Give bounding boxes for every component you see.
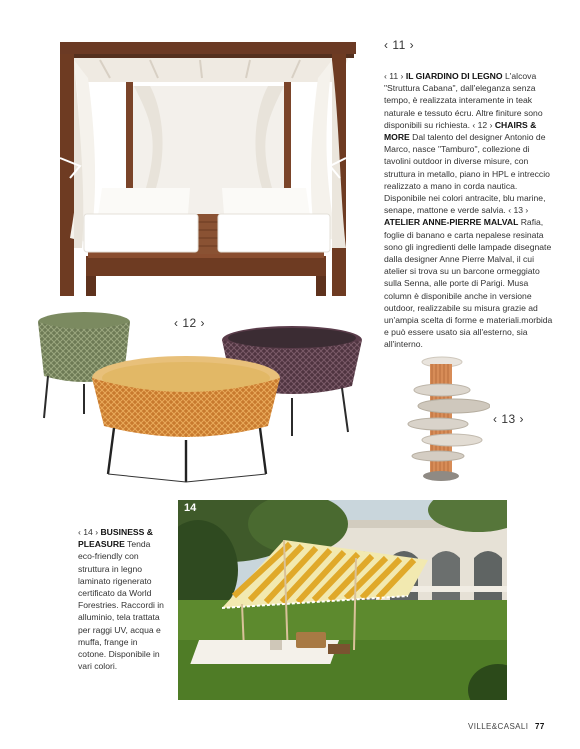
photo-number-14: 14 <box>184 502 197 514</box>
item-14-text: Tenda eco-friendly con struttura in legno laminato rigenerato certificato da World Forestries. Raccordi in alluminio, tela trattata per raggi UV, acqua e muffa, frange in cotone. Disponibile in vari colori. <box>78 539 164 672</box>
tamburo-tables-photo <box>30 306 370 492</box>
article-text <box>384 70 554 351</box>
item-12-text: Dal talento del designer Antonio de Marco, nasce "Tamburo", collezione di tavolini outdoor in diverse misure, con struttura in metallo, piano in HPL e intreccio realizzato a mano in corda nautica. Disponibile nei colori antracite, blu marine, senape, mattone e verde salvia. <box>384 132 550 216</box>
item-12-heading: CHAIRS & MORE <box>384 119 537 143</box>
caption-14 <box>78 526 166 672</box>
tent-photo <box>178 500 507 700</box>
label-13: ‹ 13 › <box>493 412 525 426</box>
label-12: ‹ 12 › <box>174 316 206 330</box>
magazine-name: VILLE&CASALI <box>468 722 529 731</box>
item-11-heading: IL GIARDINO DI LEGNO <box>405 71 503 81</box>
item-14-number: ‹ 14 › <box>78 527 99 537</box>
item-11-text: L'alcova "Struttura Cabana", dall'eleganza senza tempo, è realizzata interamente in teak naturale e tessuto écru. Altre finiture sono disponibili su richiesta. <box>384 71 543 130</box>
musa-column-lamp-photo <box>398 356 490 484</box>
item-13-number: ‹ 13 › <box>508 205 529 216</box>
item-13-text: Rafia, foglie di banano e carta nepalese resinata sono gli ingredienti delle lampade disegnate dalla designer Anne Pierre Malval, il cui atelier si trova su un barcone ormeggiato sulla Senna, alle porte di Parigi. Musa column è disponibile anche in versione outdoor, realizzabile su misura grazie ad un'ampia scelta di forme e materiali.morbida e può essere usato sia all'esterno, sia all'interno. <box>384 217 553 350</box>
label-11: ‹ 11 › <box>384 38 415 52</box>
page-number: 77 <box>535 722 545 731</box>
item-13-heading: ATELIER ANNE-PIERRE MALVAL <box>384 217 519 228</box>
cabana-photo <box>40 38 366 300</box>
page-footer <box>468 722 545 731</box>
item-14-heading: BUSINESS & PLEASURE <box>78 527 153 550</box>
item-12-number: ‹ 12 › <box>472 119 493 130</box>
item-11-number: ‹ 11 › <box>384 71 404 81</box>
